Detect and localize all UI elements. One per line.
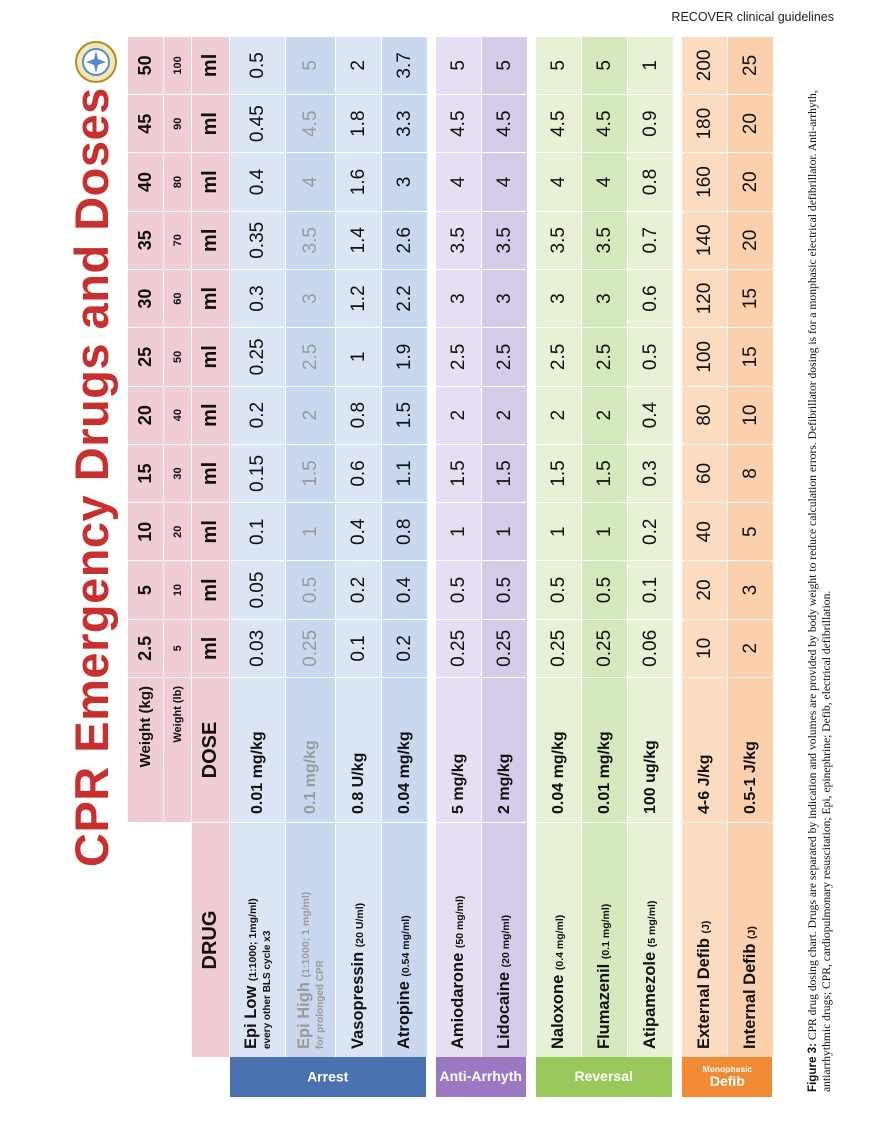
dose-value-cell: 2 bbox=[336, 36, 382, 94]
drug-name-text: Amiodarone bbox=[449, 948, 467, 1049]
unit-cell: ml bbox=[192, 502, 230, 560]
dose-value-cell: 4 bbox=[482, 152, 528, 210]
dose-value-cell: 2 bbox=[286, 386, 336, 444]
dose-value-cell: 0.2 bbox=[230, 386, 286, 444]
dose-value-cell: 1.5 bbox=[582, 444, 628, 502]
dose-value-cell: 0.1 bbox=[230, 502, 286, 560]
dose-value-cell: 0.5 bbox=[286, 560, 336, 618]
unit-cell: ml bbox=[192, 327, 230, 385]
drug-note: every other BLS cycle x3 bbox=[262, 930, 273, 1049]
dose-value-cell: 2 bbox=[728, 619, 774, 677]
unit-cell: ml bbox=[192, 94, 230, 152]
drug-concentration: (20 mg/ml) bbox=[500, 914, 512, 968]
category-label-reversal bbox=[536, 1057, 674, 1097]
weight-kg-cell: 15 bbox=[128, 444, 164, 502]
unit-header-row bbox=[192, 27, 230, 1097]
dose-value-cell: 1 bbox=[436, 502, 482, 560]
dose-value-cell: 1 bbox=[286, 502, 336, 560]
dose-value-cell: 0.5 bbox=[628, 327, 674, 385]
table-row bbox=[336, 27, 382, 1097]
drug-concentration: (50 mg/ml) bbox=[454, 895, 466, 949]
caption-text: CPR drug dosing chart. Drugs are separated by indication and volumes are provided by body weight to reduce calculation errors. Defibrillator dosing is for a monphasic electrical defibrillator. Anti-arrhyth, antiarrhythmic drugs; CPR, cardiopulmonary resuscitation; Epi, epinephrine; Defib, electrical defibrillation. bbox=[806, 90, 833, 1092]
category-text bbox=[440, 1069, 522, 1084]
table-row bbox=[286, 27, 336, 1097]
drug-concentration: (5 mg/ml) bbox=[646, 900, 658, 948]
dose-value-cell: 0.45 bbox=[230, 94, 286, 152]
dose-cell: 0.5-1 J/kg bbox=[728, 677, 774, 822]
drug-name-cell bbox=[682, 822, 728, 1057]
dose-value-cell: 0.35 bbox=[230, 211, 286, 269]
dose-value-cell: 0.1 bbox=[628, 560, 674, 618]
dose-value-cell: 0.3 bbox=[230, 269, 286, 327]
drug-name bbox=[295, 892, 314, 1049]
weight-lb-cell: 80 bbox=[164, 152, 192, 210]
dose-value-cell: 1.2 bbox=[336, 269, 382, 327]
drug-name bbox=[549, 915, 568, 1049]
drug-concentration: (J) bbox=[700, 920, 712, 934]
dose-value-cell: 1.5 bbox=[536, 444, 582, 502]
weight-kg-cell: 25 bbox=[128, 327, 164, 385]
drug-name-cell bbox=[536, 822, 582, 1057]
dose-value-cell: 0.05 bbox=[230, 560, 286, 618]
drug-name-cell bbox=[436, 822, 482, 1057]
category-name: Defib bbox=[709, 1072, 745, 1089]
drug-name-text: Atipamezole bbox=[641, 947, 659, 1049]
unit-cell: ml bbox=[192, 211, 230, 269]
weight-kg-cell: 10 bbox=[128, 502, 164, 560]
dose-value-cell: 10 bbox=[682, 619, 728, 677]
chart-title: CPR Emergency Drugs and Doses bbox=[65, 87, 118, 867]
dose-value-cell: 3 bbox=[728, 560, 774, 618]
dose-value-cell: 1.5 bbox=[436, 444, 482, 502]
weight-lb-cell: 100 bbox=[164, 36, 192, 94]
dose-cell: 100 ug/kg bbox=[628, 677, 674, 822]
table-row bbox=[436, 27, 482, 1097]
dose-value-cell: 0.25 bbox=[482, 619, 528, 677]
weight-kg-cell: 45 bbox=[128, 94, 164, 152]
dose-value-cell: 3 bbox=[582, 269, 628, 327]
dose-value-cell: 1 bbox=[536, 502, 582, 560]
weight-kg-header-row bbox=[128, 27, 164, 1097]
drug-name-cell bbox=[628, 822, 674, 1057]
weight-kg-cell: 5 bbox=[128, 560, 164, 618]
category-text bbox=[575, 1069, 633, 1084]
dose-value-cell: 1 bbox=[336, 327, 382, 385]
dose-value-cell: 120 bbox=[682, 269, 728, 327]
weight-kg-cell: 2.5 bbox=[128, 619, 164, 677]
dose-value-cell: 5 bbox=[536, 36, 582, 94]
weight-lb-cell: 90 bbox=[164, 94, 192, 152]
dose-value-cell: 1.5 bbox=[382, 386, 428, 444]
dose-value-cell: 2 bbox=[436, 386, 482, 444]
weight-kg-cell: 50 bbox=[128, 36, 164, 94]
dose-value-cell: 2.5 bbox=[286, 327, 336, 385]
dose-value-cell: 0.25 bbox=[536, 619, 582, 677]
dose-value-cell: 1.4 bbox=[336, 211, 382, 269]
dose-value-cell: 0.9 bbox=[628, 94, 674, 152]
drug-concentration: (J) bbox=[746, 926, 758, 939]
drug-concentration: (0.54 mg/ml) bbox=[400, 915, 412, 977]
drug-concentration: (0.4 mg/ml) bbox=[554, 914, 566, 971]
dose-value-cell: 200 bbox=[682, 36, 728, 94]
rotated-chart bbox=[58, 27, 788, 1097]
dose-value-cell: 0.2 bbox=[382, 619, 428, 677]
unit-cell: ml bbox=[192, 444, 230, 502]
dose-value-cell: 0.03 bbox=[230, 619, 286, 677]
dose-value-cell: 5 bbox=[728, 502, 774, 560]
drug-header: DRUG bbox=[192, 822, 230, 1057]
recover-logo-icon bbox=[66, 32, 126, 92]
drug-name-cell bbox=[582, 822, 628, 1057]
dose-value-cell: 20 bbox=[728, 211, 774, 269]
dose-value-cell: 0.5 bbox=[436, 560, 482, 618]
header-spacer bbox=[164, 822, 192, 1097]
drug-name-cell bbox=[382, 822, 428, 1057]
drug-name-text: Atropine bbox=[395, 976, 413, 1049]
drug-name-text: Epi High bbox=[295, 977, 313, 1049]
drug-name-text: Vasopressin bbox=[349, 947, 367, 1049]
unit-cell: ml bbox=[192, 386, 230, 444]
drug-name bbox=[641, 901, 660, 1049]
drug-name-text: Flumazenil bbox=[595, 959, 613, 1049]
drug-note: for prolonged CPR bbox=[315, 960, 326, 1049]
dose-value-cell: 0.4 bbox=[336, 502, 382, 560]
unit-cell: ml bbox=[192, 152, 230, 210]
dose-value-cell: 1 bbox=[628, 36, 674, 94]
drug-name bbox=[495, 915, 514, 1049]
dose-value-cell: 0.25 bbox=[286, 619, 336, 677]
dose-value-cell: 15 bbox=[728, 327, 774, 385]
dose-cell: 0.01 mg/kg bbox=[582, 677, 628, 822]
drug-name bbox=[449, 896, 468, 1049]
dose-value-cell: 3.5 bbox=[436, 211, 482, 269]
category-name: Reversal bbox=[574, 1068, 634, 1085]
drug-name bbox=[595, 904, 614, 1049]
dose-value-cell: 0.6 bbox=[336, 444, 382, 502]
dose-value-cell: 4 bbox=[436, 152, 482, 210]
dose-value-cell: 3 bbox=[536, 269, 582, 327]
dose-value-cell: 40 bbox=[682, 502, 728, 560]
category-label-anti-arrhyth bbox=[436, 1057, 528, 1097]
dose-value-cell: 0.4 bbox=[230, 152, 286, 210]
weight-lb-cell: 10 bbox=[164, 560, 192, 618]
drug-concentration: (20 U/ml) bbox=[354, 902, 366, 948]
dose-value-cell: 0.4 bbox=[382, 560, 428, 618]
dose-value-cell: 4.5 bbox=[536, 94, 582, 152]
weight-lb-cell: 60 bbox=[164, 269, 192, 327]
table-row bbox=[230, 27, 286, 1097]
dose-value-cell: 100 bbox=[682, 327, 728, 385]
dose-value-cell: 0.8 bbox=[336, 386, 382, 444]
dose-value-cell: 1 bbox=[582, 502, 628, 560]
category-label-defib bbox=[682, 1057, 774, 1097]
dose-value-cell: 2.5 bbox=[582, 327, 628, 385]
weight-kg-cell: 40 bbox=[128, 152, 164, 210]
header-spacer bbox=[128, 822, 164, 1097]
category-subtext: Monophasic bbox=[702, 1063, 752, 1074]
dose-value-cell: 1 bbox=[482, 502, 528, 560]
dose-value-cell: 0.2 bbox=[336, 560, 382, 618]
dose-value-cell: 8 bbox=[728, 444, 774, 502]
dose-value-cell: 3.7 bbox=[382, 36, 428, 94]
drug-name bbox=[349, 903, 368, 1049]
dose-value-cell: 4.5 bbox=[286, 94, 336, 152]
dose-value-cell: 0.25 bbox=[582, 619, 628, 677]
unit-cell: ml bbox=[192, 619, 230, 677]
dose-value-cell: 140 bbox=[682, 211, 728, 269]
dose-value-cell: 0.4 bbox=[628, 386, 674, 444]
dose-value-cell: 0.1 bbox=[336, 619, 382, 677]
dose-value-cell: 0.25 bbox=[436, 619, 482, 677]
dose-value-cell: 0.3 bbox=[628, 444, 674, 502]
unit-cell: ml bbox=[192, 36, 230, 94]
dose-value-cell: 0.6 bbox=[628, 269, 674, 327]
drug-name-text: Internal Defib bbox=[741, 938, 759, 1049]
table-row bbox=[682, 27, 728, 1097]
dose-value-cell: 2.5 bbox=[436, 327, 482, 385]
dose-value-cell: 15 bbox=[728, 269, 774, 327]
table-row bbox=[628, 27, 674, 1097]
weight-kg-cell: 35 bbox=[128, 211, 164, 269]
dose-value-cell: 4.5 bbox=[436, 94, 482, 152]
table-row bbox=[482, 27, 528, 1097]
dose-value-cell: 0.5 bbox=[582, 560, 628, 618]
weight-lb-cell: 20 bbox=[164, 502, 192, 560]
dose-value-cell: 180 bbox=[682, 94, 728, 152]
dose-value-cell: 60 bbox=[682, 444, 728, 502]
dose-value-cell: 2.2 bbox=[382, 269, 428, 327]
dose-value-cell: 3.5 bbox=[536, 211, 582, 269]
drug-name-cell bbox=[286, 822, 336, 1057]
drug-name bbox=[395, 915, 414, 1049]
dose-value-cell: 4 bbox=[286, 152, 336, 210]
unit-label: DOSE bbox=[192, 677, 230, 822]
dose-value-cell: 1.8 bbox=[336, 94, 382, 152]
dose-value-cell: 0.06 bbox=[628, 619, 674, 677]
dose-value-cell: 0.5 bbox=[536, 560, 582, 618]
dose-cell: 0.04 mg/kg bbox=[382, 677, 428, 822]
dose-value-cell: 160 bbox=[682, 152, 728, 210]
table-row bbox=[536, 27, 582, 1097]
dose-value-cell: 1.6 bbox=[336, 152, 382, 210]
category-name: Arrest bbox=[307, 1068, 349, 1085]
dose-value-cell: 3.5 bbox=[582, 211, 628, 269]
drug-name-cell bbox=[336, 822, 382, 1057]
table-row bbox=[582, 27, 628, 1097]
weight-lb-label: Weight (lb) bbox=[164, 677, 192, 822]
dose-value-cell: 3 bbox=[482, 269, 528, 327]
table-row bbox=[728, 27, 774, 1097]
dose-value-cell: 2.6 bbox=[382, 211, 428, 269]
header-note: RECOVER clinical guidelines bbox=[671, 10, 834, 24]
dose-value-cell: 3 bbox=[286, 269, 336, 327]
category-text bbox=[702, 1065, 752, 1090]
weight-lb-cell: 50 bbox=[164, 327, 192, 385]
drug-concentration: (0.1 mg/ml) bbox=[600, 903, 612, 960]
dose-value-cell: 2 bbox=[582, 386, 628, 444]
dose-value-cell: 3.5 bbox=[286, 211, 336, 269]
dose-value-cell: 20 bbox=[728, 94, 774, 152]
category-name: Anti-Arrhyth bbox=[439, 1068, 523, 1085]
table-row bbox=[382, 27, 428, 1097]
dose-value-cell: 3 bbox=[382, 152, 428, 210]
dose-value-cell: 5 bbox=[436, 36, 482, 94]
drug-name bbox=[242, 898, 261, 1049]
weight-lb-header-row bbox=[164, 27, 192, 1097]
dose-value-cell: 0.8 bbox=[628, 152, 674, 210]
unit-cell: ml bbox=[192, 269, 230, 327]
dose-value-cell: 4 bbox=[536, 152, 582, 210]
category-text bbox=[307, 1069, 348, 1084]
weight-kg-cell: 30 bbox=[128, 269, 164, 327]
dose-value-cell: 0.8 bbox=[382, 502, 428, 560]
dose-value-cell: 1.5 bbox=[482, 444, 528, 502]
drug-name-text: Lidocaine bbox=[495, 967, 513, 1049]
drug-name-text: Naloxone bbox=[549, 970, 567, 1049]
weight-lb-cell: 70 bbox=[164, 211, 192, 269]
dose-value-cell: 0.2 bbox=[628, 502, 674, 560]
dose-value-cell: 3 bbox=[436, 269, 482, 327]
weight-lb-cell: 30 bbox=[164, 444, 192, 502]
unit-cell: ml bbox=[192, 560, 230, 618]
dose-value-cell: 0.15 bbox=[230, 444, 286, 502]
dose-value-cell: 20 bbox=[682, 560, 728, 618]
dose-cell: 4-6 J/kg bbox=[682, 677, 728, 822]
dose-value-cell: 4 bbox=[582, 152, 628, 210]
dose-value-cell: 10 bbox=[728, 386, 774, 444]
dose-cell: 5 mg/kg bbox=[436, 677, 482, 822]
dose-value-cell: 0.5 bbox=[482, 560, 528, 618]
dose-value-cell: 1.9 bbox=[382, 327, 428, 385]
drug-concentration: (1:1000; 1mg/ml) bbox=[247, 898, 259, 982]
dose-value-cell: 2 bbox=[482, 386, 528, 444]
drug-concentration: (1:1000; 1 mg/ml) bbox=[300, 891, 312, 978]
drug-name-cell bbox=[230, 822, 286, 1057]
dose-value-cell: 1.5 bbox=[286, 444, 336, 502]
dose-value-cell: 25 bbox=[728, 36, 774, 94]
dose-value-cell: 1.1 bbox=[382, 444, 428, 502]
weight-lb-cell: 5 bbox=[164, 619, 192, 677]
weight-lb-cell: 40 bbox=[164, 386, 192, 444]
dose-value-cell: 0.7 bbox=[628, 211, 674, 269]
dose-cell: 0.1 mg/kg bbox=[286, 677, 336, 822]
dose-value-cell: 2 bbox=[536, 386, 582, 444]
drug-name-text: External Defib bbox=[695, 933, 713, 1049]
dose-value-cell: 2.5 bbox=[482, 327, 528, 385]
drug-name-cell bbox=[482, 822, 528, 1057]
dose-value-cell: 2.5 bbox=[536, 327, 582, 385]
dose-value-cell: 0.5 bbox=[230, 36, 286, 94]
dose-value-cell: 3.5 bbox=[482, 211, 528, 269]
dose-value-cell: 20 bbox=[728, 152, 774, 210]
dose-cell: 0.04 mg/kg bbox=[536, 677, 582, 822]
figure-caption bbox=[806, 82, 834, 1092]
dose-cell: 2 mg/kg bbox=[482, 677, 528, 822]
drug-name-text: Epi Low bbox=[242, 981, 260, 1049]
drug-name bbox=[741, 926, 760, 1049]
dose-value-cell: 0.25 bbox=[230, 327, 286, 385]
weight-kg-label: Weight (kg) bbox=[128, 677, 164, 822]
drug-name-cell bbox=[728, 822, 774, 1057]
caption-label: Figure 3: bbox=[806, 1043, 819, 1092]
drug-name bbox=[695, 921, 714, 1049]
dose-value-cell: 4.5 bbox=[482, 94, 528, 152]
weight-kg-cell: 20 bbox=[128, 386, 164, 444]
dose-value-cell: 5 bbox=[482, 36, 528, 94]
dose-cell: 0.01 mg/kg bbox=[230, 677, 286, 822]
dose-value-cell: 5 bbox=[286, 36, 336, 94]
dose-value-cell: 4.5 bbox=[582, 94, 628, 152]
dose-value-cell: 80 bbox=[682, 386, 728, 444]
dose-value-cell: 3.3 bbox=[382, 94, 428, 152]
category-label-arrest bbox=[230, 1057, 428, 1097]
dose-cell: 0.8 U/kg bbox=[336, 677, 382, 822]
dose-value-cell: 5 bbox=[582, 36, 628, 94]
